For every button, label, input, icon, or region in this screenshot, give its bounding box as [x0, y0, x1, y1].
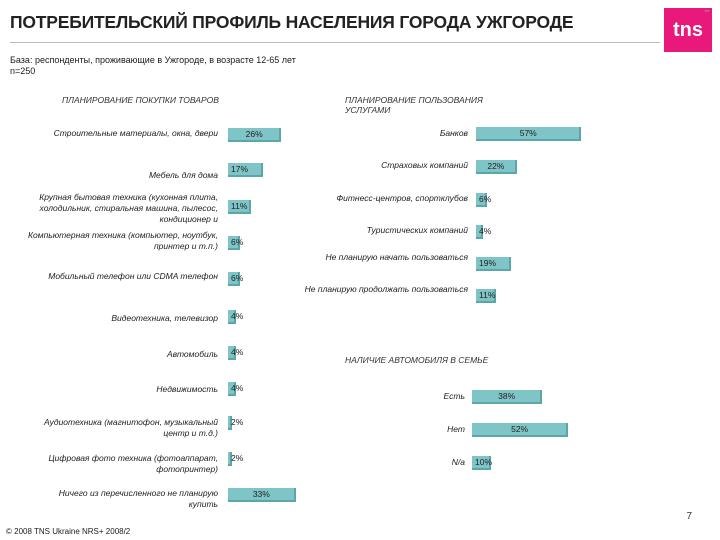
- bar-row: [476, 225, 523, 239]
- title-divider: [10, 42, 660, 43]
- value-label: 17%: [231, 164, 249, 174]
- category-label: Автомобиль: [166, 349, 218, 359]
- category-label: Туристических компаний: [366, 225, 468, 235]
- category-label: Не планирую начать пользоваться: [325, 252, 468, 262]
- value-label: 6%: [231, 273, 244, 283]
- value-label: 57%: [519, 128, 537, 138]
- category-label: Аудиотехника (магнитофон, музыкальный центр и т.д.): [44, 417, 218, 438]
- value-label: 11%: [479, 290, 496, 300]
- category-label: N/a: [451, 457, 465, 467]
- category-label: Не планирую продолжать пользоваться: [304, 284, 468, 294]
- value-label: 10%: [475, 457, 493, 467]
- value-label: 11%: [231, 201, 248, 211]
- bar-row: [228, 452, 272, 466]
- category-label: Строительные материалы, окна, двери: [53, 128, 218, 138]
- value-label: 6%: [231, 237, 244, 247]
- category-label: Ничего из перечисленного не планирую купить: [58, 488, 218, 509]
- page-title: ПОТРЕБИТЕЛЬСКИЙ ПРОФИЛЬ НАСЕЛЕНИЯ ГОРОДА УЖГОРОДЕ: [10, 12, 574, 32]
- base-description: [10, 55, 296, 77]
- bar-row: [228, 310, 276, 324]
- bar-row: [476, 193, 527, 207]
- category-label: Есть: [443, 391, 465, 401]
- category-label: Фитнесс-центров, спортклубов: [336, 193, 468, 203]
- category-label: Цифровая фото техника (фотоаппарат, фотопринтер): [48, 453, 218, 474]
- value-label: 2%: [231, 417, 244, 427]
- category-label: Видеотехника, телевизор: [111, 313, 218, 323]
- bar-row: [472, 423, 608, 437]
- bar-row: [472, 456, 531, 470]
- bar-row: [476, 289, 536, 303]
- logo-tm: ™: [704, 10, 710, 16]
- value-label: 4%: [479, 226, 492, 236]
- category-label: Крупная бытовая техника (кухонная плита, холодильник, стиральная машина, пылесос, кондиционер и: [39, 192, 218, 224]
- base-line-2: n=250: [10, 66, 36, 76]
- chart-title: ПЛАНИРОВАНИЕ ПОЛЬЗОВАНИЯ УСЛУГАМИ: [345, 95, 483, 115]
- value-label: 4%: [231, 347, 244, 357]
- value-label: 2%: [231, 453, 244, 463]
- bar-row: [476, 257, 551, 271]
- copyright: © 2008 TNS Ukraine NRS+ 2008/2: [6, 527, 131, 536]
- value-label: 38%: [498, 391, 516, 401]
- chart-title: НАЛИЧИЕ АВТОМОБИЛЯ В СЕМЬЕ: [345, 355, 489, 365]
- logo-text: tns: [673, 18, 703, 41]
- bar-row: [476, 127, 621, 141]
- category-label: Недвижимость: [156, 384, 218, 394]
- value-label: 26%: [245, 129, 263, 139]
- value-label: 52%: [511, 424, 529, 434]
- page-number: 7: [686, 511, 692, 522]
- bar-row: [228, 416, 272, 430]
- bar-row: [228, 236, 280, 250]
- value-label: 19%: [479, 258, 497, 268]
- bar-row: [228, 272, 280, 286]
- value-label: 22%: [487, 161, 505, 171]
- tns-logo: [664, 8, 712, 52]
- bar-row: [228, 488, 336, 502]
- value-label: 6%: [479, 194, 492, 204]
- bar-row: [476, 160, 557, 174]
- value-label: 4%: [231, 311, 244, 321]
- category-label: Нет: [447, 424, 465, 434]
- bar-row: [228, 200, 291, 214]
- base-line-1: База: респонденты, проживающие в Ужгороде, в возрасте 12-65 лет: [10, 55, 296, 65]
- bar-row: [472, 390, 582, 404]
- category-label: Банков: [439, 128, 468, 138]
- value-label: 33%: [252, 489, 270, 499]
- bar-row: [228, 382, 276, 396]
- bar-row: [228, 163, 303, 177]
- chart-title: ПЛАНИРОВАНИЕ ПОКУПКИ ТОВАРОВ: [62, 95, 219, 105]
- category-label: Мебель для дома: [148, 170, 218, 180]
- value-label: 4%: [231, 383, 244, 393]
- category-label: Мобильный телефон или CDMA телефон: [48, 271, 218, 281]
- category-label: Компьютерная техника (компьютер, ноутбук, принтер и т.п.): [28, 230, 219, 251]
- bar-row: [228, 346, 276, 360]
- category-label: Страховых компаний: [381, 160, 468, 170]
